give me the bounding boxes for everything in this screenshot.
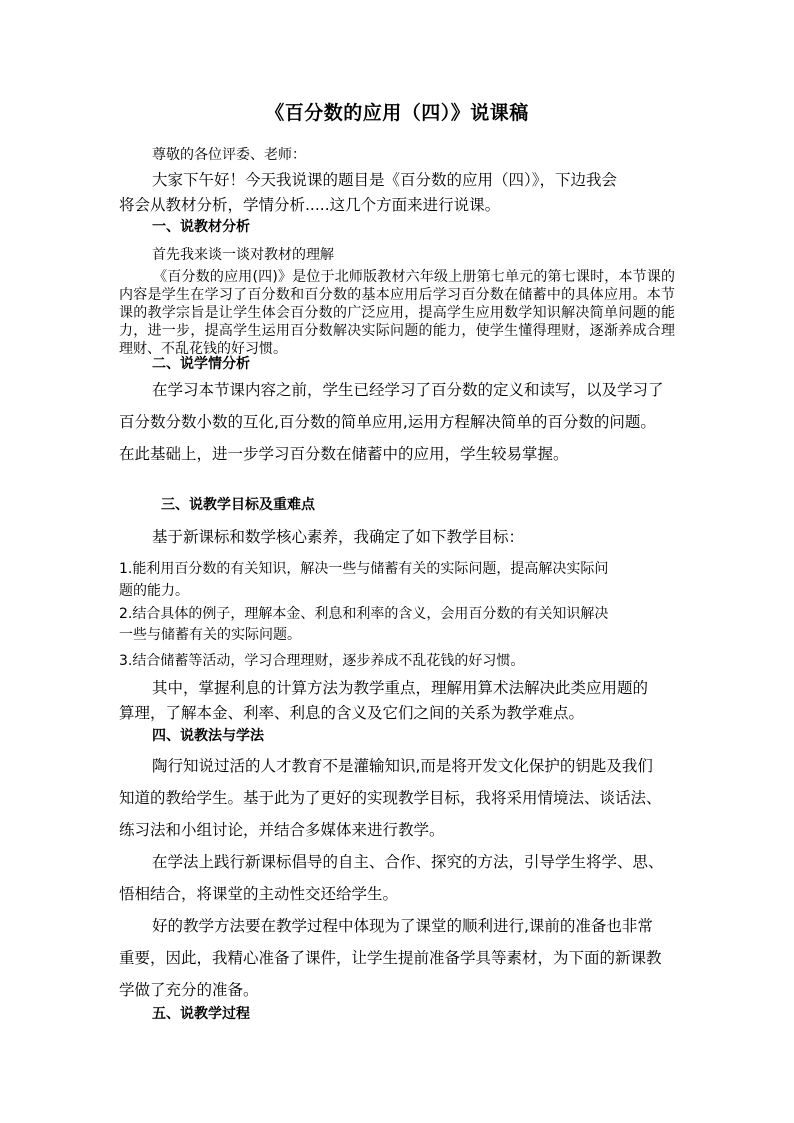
section-2-line-3: 在此基础上，进一步学习百分数在储蓄中的应用，学生较易掌握。 [119,445,569,463]
section-4-heading: 四、说教法与学法 [152,728,264,744]
goal-2-line-2: 一些与储蓄有关的实际问题。 [119,627,301,643]
document-title: 《百分数的应用（四）》说课稿 [265,102,529,124]
goal-3: 3.结合储蓄等活动，学习合理理财，逐步养成不乱花钱的好习惯。 [119,653,525,669]
key-points-line-2: 算理，了解本金、利率、利息的含义及它们之间的关系为教学难点。 [119,704,585,722]
section-4-p3-line-3: 学做了充分的准备。 [119,981,259,999]
greeting: 尊敬的各位评委、老师： [152,147,306,163]
intro-line-1: 大家下午好！今天我说课的题目是《百分数的应用（四）》，下边我会 [152,171,618,189]
section-1-heading: 一、说教材分析 [152,219,250,235]
goal-1-line-2: 题的能力。 [119,583,189,599]
section-3-heading: 三、说教学目标及重难点 [161,497,315,513]
section-1-lead: 首先我来谈一谈对教材的理解 [152,247,334,263]
section-5-heading: 五、说教学过程 [152,1006,250,1022]
section-4-p1-line-2: 知道的教给学生。基于此为了更好的实现教学目标，我将采用情境法、谈话法、 [119,789,662,807]
section-4-p2-line-2: 悟相结合，将课堂的主动性交还给学生。 [119,885,399,903]
section-3-lead: 基于新课标和数学核心素养，我确定了如下教学目标： [152,528,525,546]
section-4-p2-line-1: 在学法上践行新课标倡导的自主、合作、探究的方法，引导学生将学、思、 [152,853,664,871]
section-2-heading: 二、说学情分析 [152,356,250,372]
intro-line-2: 将会从教材分析，学情分析.....这几个方面来进行说课。 [119,196,501,214]
goal-1-line-1: 1.能利用百分数的有关知识，解决一些与储蓄有关的实际问题，提高解决实际问 [119,561,609,577]
goal-2-line-1: 2.结合具体的例子，理解本金、利息和利率的含义，会用百分数的有关知识解决 [119,606,609,622]
section-1-paragraph: 《百分数的应用(四)》是位于北师版教材六年级上册第七单元的第七课时，本节课的内容是学生在学习了百分数和百分数的基本应用后学习百分数在储蓄中的具体应用。本节课的教学宗旨是让学生体会百分数的广泛应用，提高学生应用数学知识解决简单问题的能力，进一步，提高学生运用百分数解决实际问题的能力，使学生懂得理财，逐渐养成合理理财、不乱花钱的好习惯。 [119,269,675,357]
section-4-p1-line-3: 练习法和小组讨论，并结合多媒体来进行教学。 [119,821,445,839]
section-4-p1-line-1: 陶行知说过活的人才教育不是灌输知识,而是将开发文化保护的钥匙及我们 [152,757,653,775]
section-4-p3-line-1: 好的教学方法要在教学过程中体现为了课堂的顺利进行,课前的准备也非常 [152,917,653,935]
key-points-line-1: 其中，掌握利息的计算方法为教学重点，理解用算术法解决此类应用题的 [152,679,649,697]
section-2-line-1: 在学习本节课内容之前，学生已经学习了百分数的定义和读写，以及学习了 [152,381,664,399]
section-2-line-2: 百分数分数小数的互化,百分数的简单应用,运用方程解决简单的百分数的问题。 [119,413,656,431]
section-4-p3-line-2: 重要，因此，我精心准备了课件，让学生提前准备学具等素材，为下面的新课教 [119,949,662,967]
